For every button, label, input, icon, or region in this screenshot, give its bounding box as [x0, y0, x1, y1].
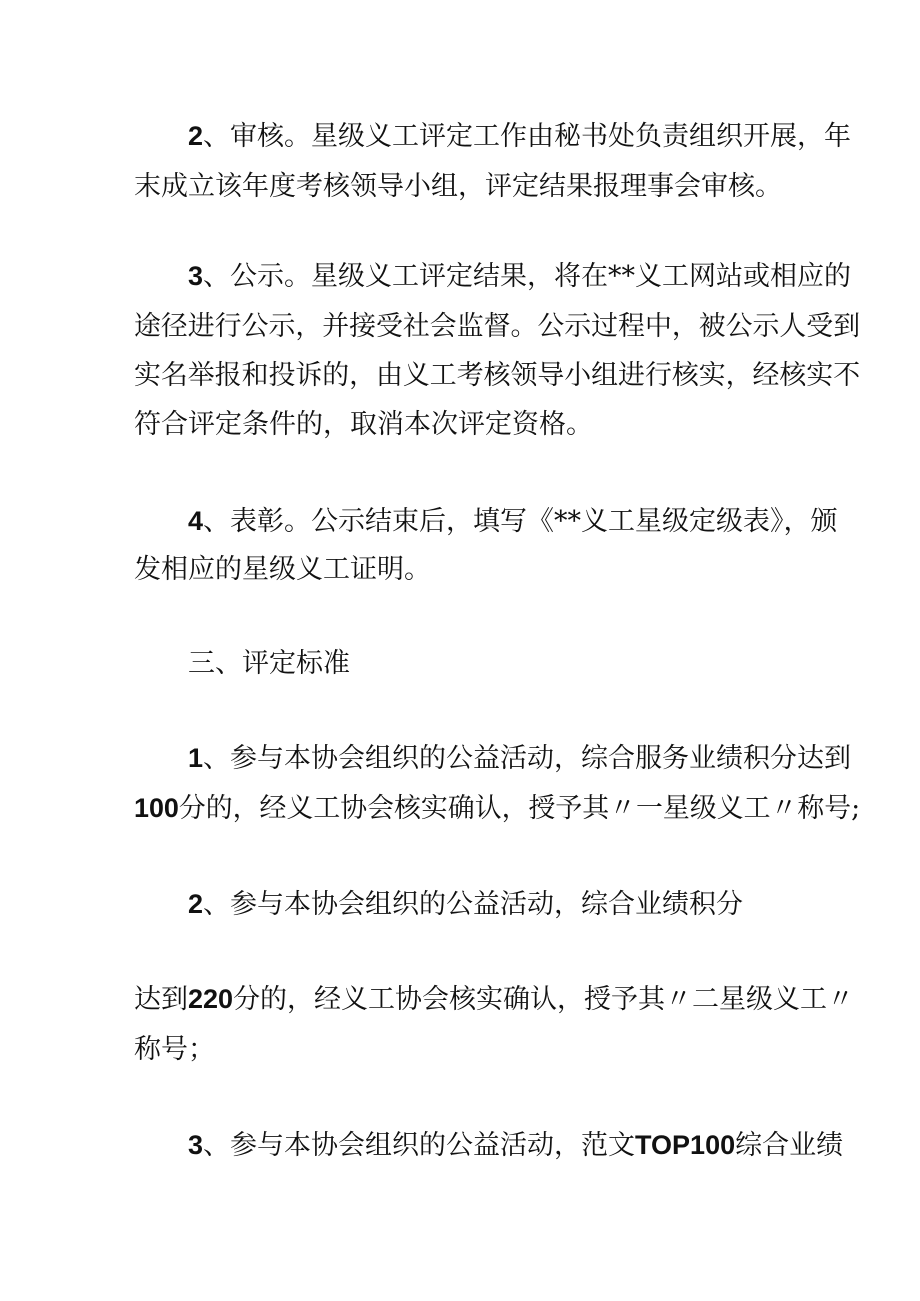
line-text: 途径进行公示，并接受社会监督。公示过程中，被公示人受到 [134, 311, 861, 342]
line-text: 符合评定条件的，取消本次评定资格。 [134, 409, 593, 440]
paragraph-publicity-line-3 [134, 362, 860, 389]
item-number: 3 [188, 261, 204, 291]
item-number: 2 [188, 121, 204, 151]
standard-1-line-2 [134, 795, 860, 822]
line-text: 称号； [134, 1034, 215, 1065]
paragraph-review-line-1 [188, 123, 851, 150]
line-text: 、审核。星级义工评定工作由秘书处负责组织开展，年 [203, 121, 852, 152]
paragraph-review-line-2 [134, 173, 782, 200]
line-text: 发相应的星级义工证明。 [134, 554, 431, 585]
line-text: 末成立该年度考核领导小组，评定结果报理事会审核。 [134, 171, 782, 202]
top100-text: TOP100 [635, 1130, 736, 1160]
line-text: 、表彰。公示结束后，填写《**义工星级定级表》，颁 [203, 506, 838, 537]
paragraph-publicity-line-1 [188, 263, 851, 290]
line-prefix: 达到 [134, 984, 188, 1015]
standard-2-line-2 [134, 986, 854, 1013]
line-text: 实名举报和投诉的，由义工考核领导小组进行核实，经核实不 [134, 360, 861, 391]
item-number: 4 [188, 506, 204, 536]
standard-2-line-1 [188, 891, 743, 918]
line-text: 分的，经义工协会核实确认，授予其〃一星级义工〃称号; [178, 793, 861, 824]
line-text: 分的，经义工协会核实确认，授予其〃二星级义工〃 [233, 984, 855, 1015]
line-text: 、公示。星级义工评定结果，将在**义工网站或相应的 [203, 261, 852, 292]
item-number: 3 [188, 1130, 204, 1160]
paragraph-commendation-line-1 [188, 508, 838, 535]
line-text: 、参与本协会组织的公益活动，综合服务业绩积分达到 [203, 743, 852, 774]
paragraph-publicity-line-2 [134, 313, 860, 340]
heading-text: 三、评定标准 [188, 648, 350, 679]
score-value: 100 [134, 793, 179, 823]
standard-3-line-1 [188, 1132, 843, 1159]
paragraph-publicity-line-4 [134, 411, 593, 438]
paragraph-commendation-line-2 [134, 556, 431, 583]
line-text: 、参与本协会组织的公益活动，范文 [203, 1130, 636, 1161]
line-text: 、参与本协会组织的公益活动，综合业绩积分 [203, 889, 744, 920]
standard-2-line-3 [134, 1036, 215, 1063]
item-number: 2 [188, 889, 204, 919]
item-number: 1 [188, 743, 204, 773]
section-heading [188, 650, 350, 677]
standard-1-line-1 [188, 745, 851, 772]
score-value: 220 [188, 984, 234, 1014]
line-text-end: 综合业绩 [735, 1130, 844, 1161]
